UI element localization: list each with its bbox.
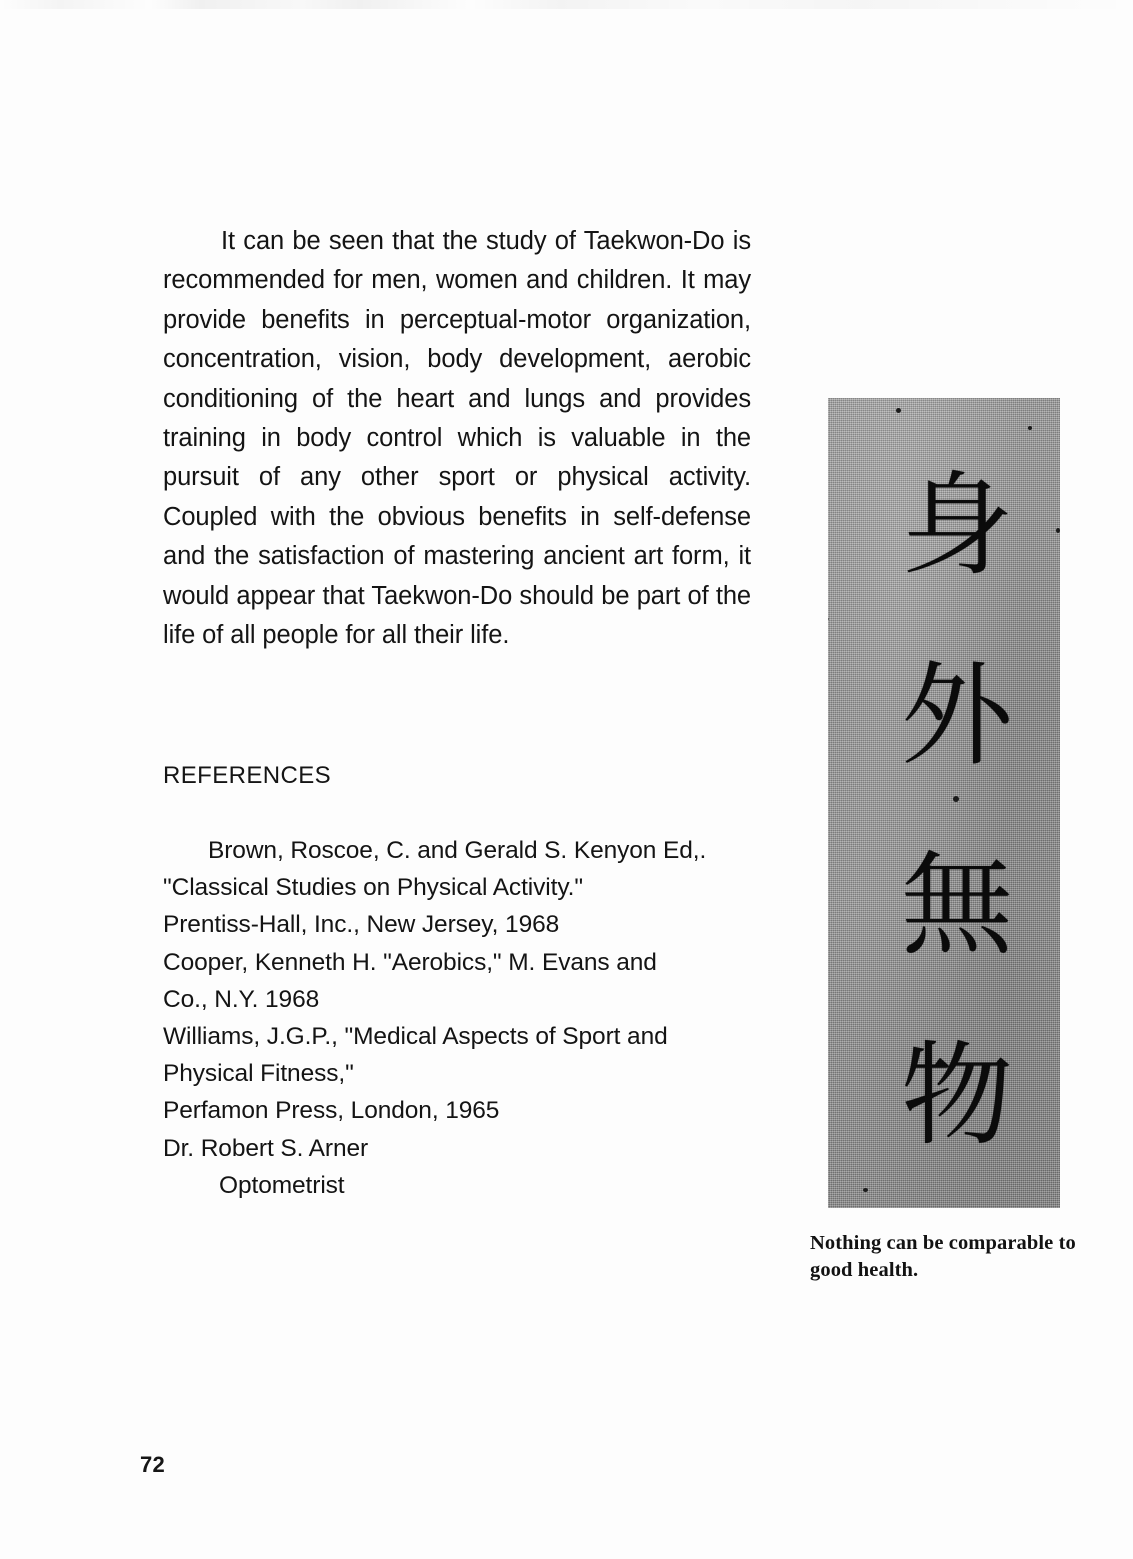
plate-speck: [1028, 426, 1032, 430]
plate-speck: [896, 408, 901, 413]
reference-line: Co., N.Y. 1968: [163, 985, 320, 1013]
body-paragraph: It can be seen that the study of Taekwon-Do is recommended for men, women and children. It may provide benefits in perceptual-motor organization, concentration, vision, body development, aerobic conditioning of the heart and lungs and provides training in body control which is valuable in the pursuit of any other sport or physical activity. Coupled with the obvious benefits in self-defense and the satisfaction of mastering ancient art form, it would appear that Taekwon-Do should be part of the life of all people for all their life.: [163, 227, 751, 650]
calligraphy-character: 身: [901, 461, 1013, 591]
reference-line: Dr. Robert S. Arner: [163, 1134, 369, 1162]
body-text-column: [163, 222, 751, 655]
references-list: [163, 832, 763, 1204]
reference-line: Brown, Roscoe, C. and Gerald S. Kenyon Ed,.: [208, 837, 707, 864]
reference-line: Physical Fitness,": [163, 1060, 354, 1088]
calligraphy-character: 外: [901, 651, 1013, 781]
calligraphy-characters: [828, 398, 1060, 1208]
plate-speck: [1056, 528, 1060, 533]
plate-registration-tick: [828, 618, 829, 620]
calligraphy-plate-image: [828, 398, 1060, 1208]
plate-speck: [953, 796, 959, 802]
reference-line: Optometrist: [219, 1171, 345, 1199]
plate-caption: Nothing can be comparable to good health.: [810, 1232, 1076, 1281]
reference-line: Prentiss-Hall, Inc., New Jersey, 1968: [163, 911, 560, 939]
calligraphy-character: 物: [901, 1031, 1013, 1161]
calligraphy-character: 無: [901, 841, 1013, 971]
reference-line: "Classical Studies on Physical Activity.": [163, 874, 583, 902]
reference-line: Williams, J.G.P., "Medical Aspects of Sport and: [163, 1023, 668, 1051]
references-heading: REFERENCES: [163, 762, 332, 789]
page-number: 72: [140, 1452, 166, 1477]
plate-speck: [863, 1188, 868, 1192]
scan-edge: [0, 0, 1133, 9]
reference-line: Perfamon Press, London, 1965: [163, 1097, 500, 1125]
reference-line: Cooper, Kenneth H. "Aerobics," M. Evans and: [163, 948, 657, 976]
